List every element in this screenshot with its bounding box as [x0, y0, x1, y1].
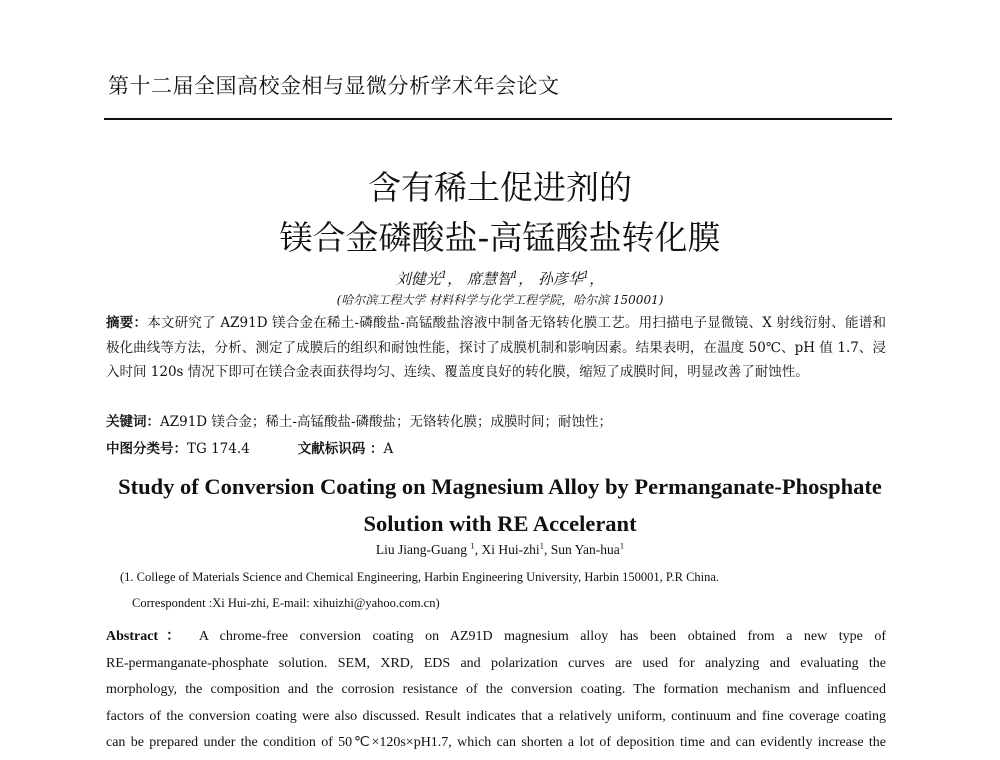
abstract-en-line: morphology, the composition and the corrosion resistance of the conversion coating. The formation mechanism and influenced [106, 682, 886, 697]
title-en-line2: Solution with RE Accelerant [363, 511, 637, 536]
author-cn-name: 席慧智 [466, 270, 512, 288]
author-cn-sep: ， [518, 270, 534, 288]
classification-label: 中图分类号： [106, 441, 187, 457]
author-cn-sep: ， [447, 270, 463, 288]
author-en-sup: 1 [539, 540, 544, 551]
author-en-name: Sun Yan-hua [550, 542, 620, 557]
title-cn-line1: 含有稀土促进剂的 [368, 168, 632, 207]
keywords-cn-text: AZ91D 镁合金；稀土-高锰酸盐-磷酸盐；无铬转化膜；成膜时间；耐蚀性； [160, 414, 613, 430]
abstract-en-line-text: A chrome-free conversion coating on AZ91D magnesium alloy has been obtained from a new type of [188, 629, 886, 644]
abstract-cn [106, 311, 886, 385]
authors-cn [0, 268, 1000, 289]
doc-code-value: A [383, 441, 394, 457]
author-cn-name: 刘健光 [395, 270, 441, 288]
header-rule [104, 118, 892, 120]
abstract-cn-text: 本文研究了 AZ91D 镁合金在稀土-磷酸盐-高锰酸盐溶液中制备无铬转化膜工艺。用扫描电子显微镜、X 射线衍射、能谱和极化曲线等方法，分析、测定了成膜后的组织和耐蚀性能，探讨了成膜机制和影响因素。结果表明，在温度 50℃、pH 值 1.7、浸入时间 120s 情况下即可在镁合金表面获得均匀、连续、覆盖度良好的转化膜，缩短了成膜时间，明显改善了耐蚀性。 [106, 315, 886, 380]
abstract-en-line: can be prepared under the condition of 50℃×120s×pH1.7, which can shorten a lot of deposition time and can evidently increase the [106, 735, 886, 750]
affiliation-cn: (哈尔滨工程大学 材料科学与化学工程学院，哈尔滨 150001) [336, 293, 664, 307]
author-cn-sup: 1 [582, 270, 590, 281]
abstract-en [106, 624, 886, 757]
authors-en [0, 542, 1000, 558]
author-cn-name: 孙彦华 [537, 270, 583, 288]
title-cn-line2: 镁合金磷酸盐-高锰酸盐转化膜 [279, 218, 721, 257]
author-cn-sup: 1 [440, 270, 448, 281]
classification-cn [106, 437, 393, 457]
author-en-sep: , [474, 542, 482, 557]
classification-value: TG 174.4 [187, 441, 250, 457]
running-header: 第十二届全国高校金相与显微分析学术年会论文 [108, 74, 560, 98]
author-cn-sep: ， [589, 270, 605, 288]
author-cn-sup: 1 [511, 270, 519, 281]
author-en-sup: 1 [470, 540, 475, 551]
doc-code-label: 文献标识码 ： [297, 441, 384, 457]
affiliation-en: (1. College of Materials Science and Chemical Engineering, Harbin Engineering University, Harbin 150001, P.R China. [120, 570, 720, 584]
abstract-en-line: RE-permanganate-phosphate solution. SEM, XRD, EDS and polarization curves are used for analyzing and evaluating the [106, 655, 886, 671]
title-en-line1: Study of Conversion Coating on Magnesium Alloy by Permanganate-Phosphate [118, 474, 882, 499]
author-en-name: Liu Jiang-Guang [375, 542, 471, 557]
author-en-sup: 1 [619, 540, 625, 551]
abstract-cn-label: 摘要： [106, 315, 148, 331]
abstract-en-line: factors of the conversion coating were also discussed. Result indicates that a relatively uniform, continuum and fine coverage coating [106, 708, 886, 724]
correspondent-en: Correspondent :Xi Hui-zhi, E-mail: xihuizhi@yahoo.com.cn) [132, 596, 440, 610]
author-en-sep: , [543, 542, 551, 557]
keywords-cn [106, 410, 612, 430]
keywords-cn-label: 关键词： [106, 414, 160, 430]
abstract-en-line [106, 624, 886, 651]
author-en-name: Xi Hui-zhi [481, 542, 540, 557]
abstract-en-label: Abstract： [106, 629, 189, 644]
